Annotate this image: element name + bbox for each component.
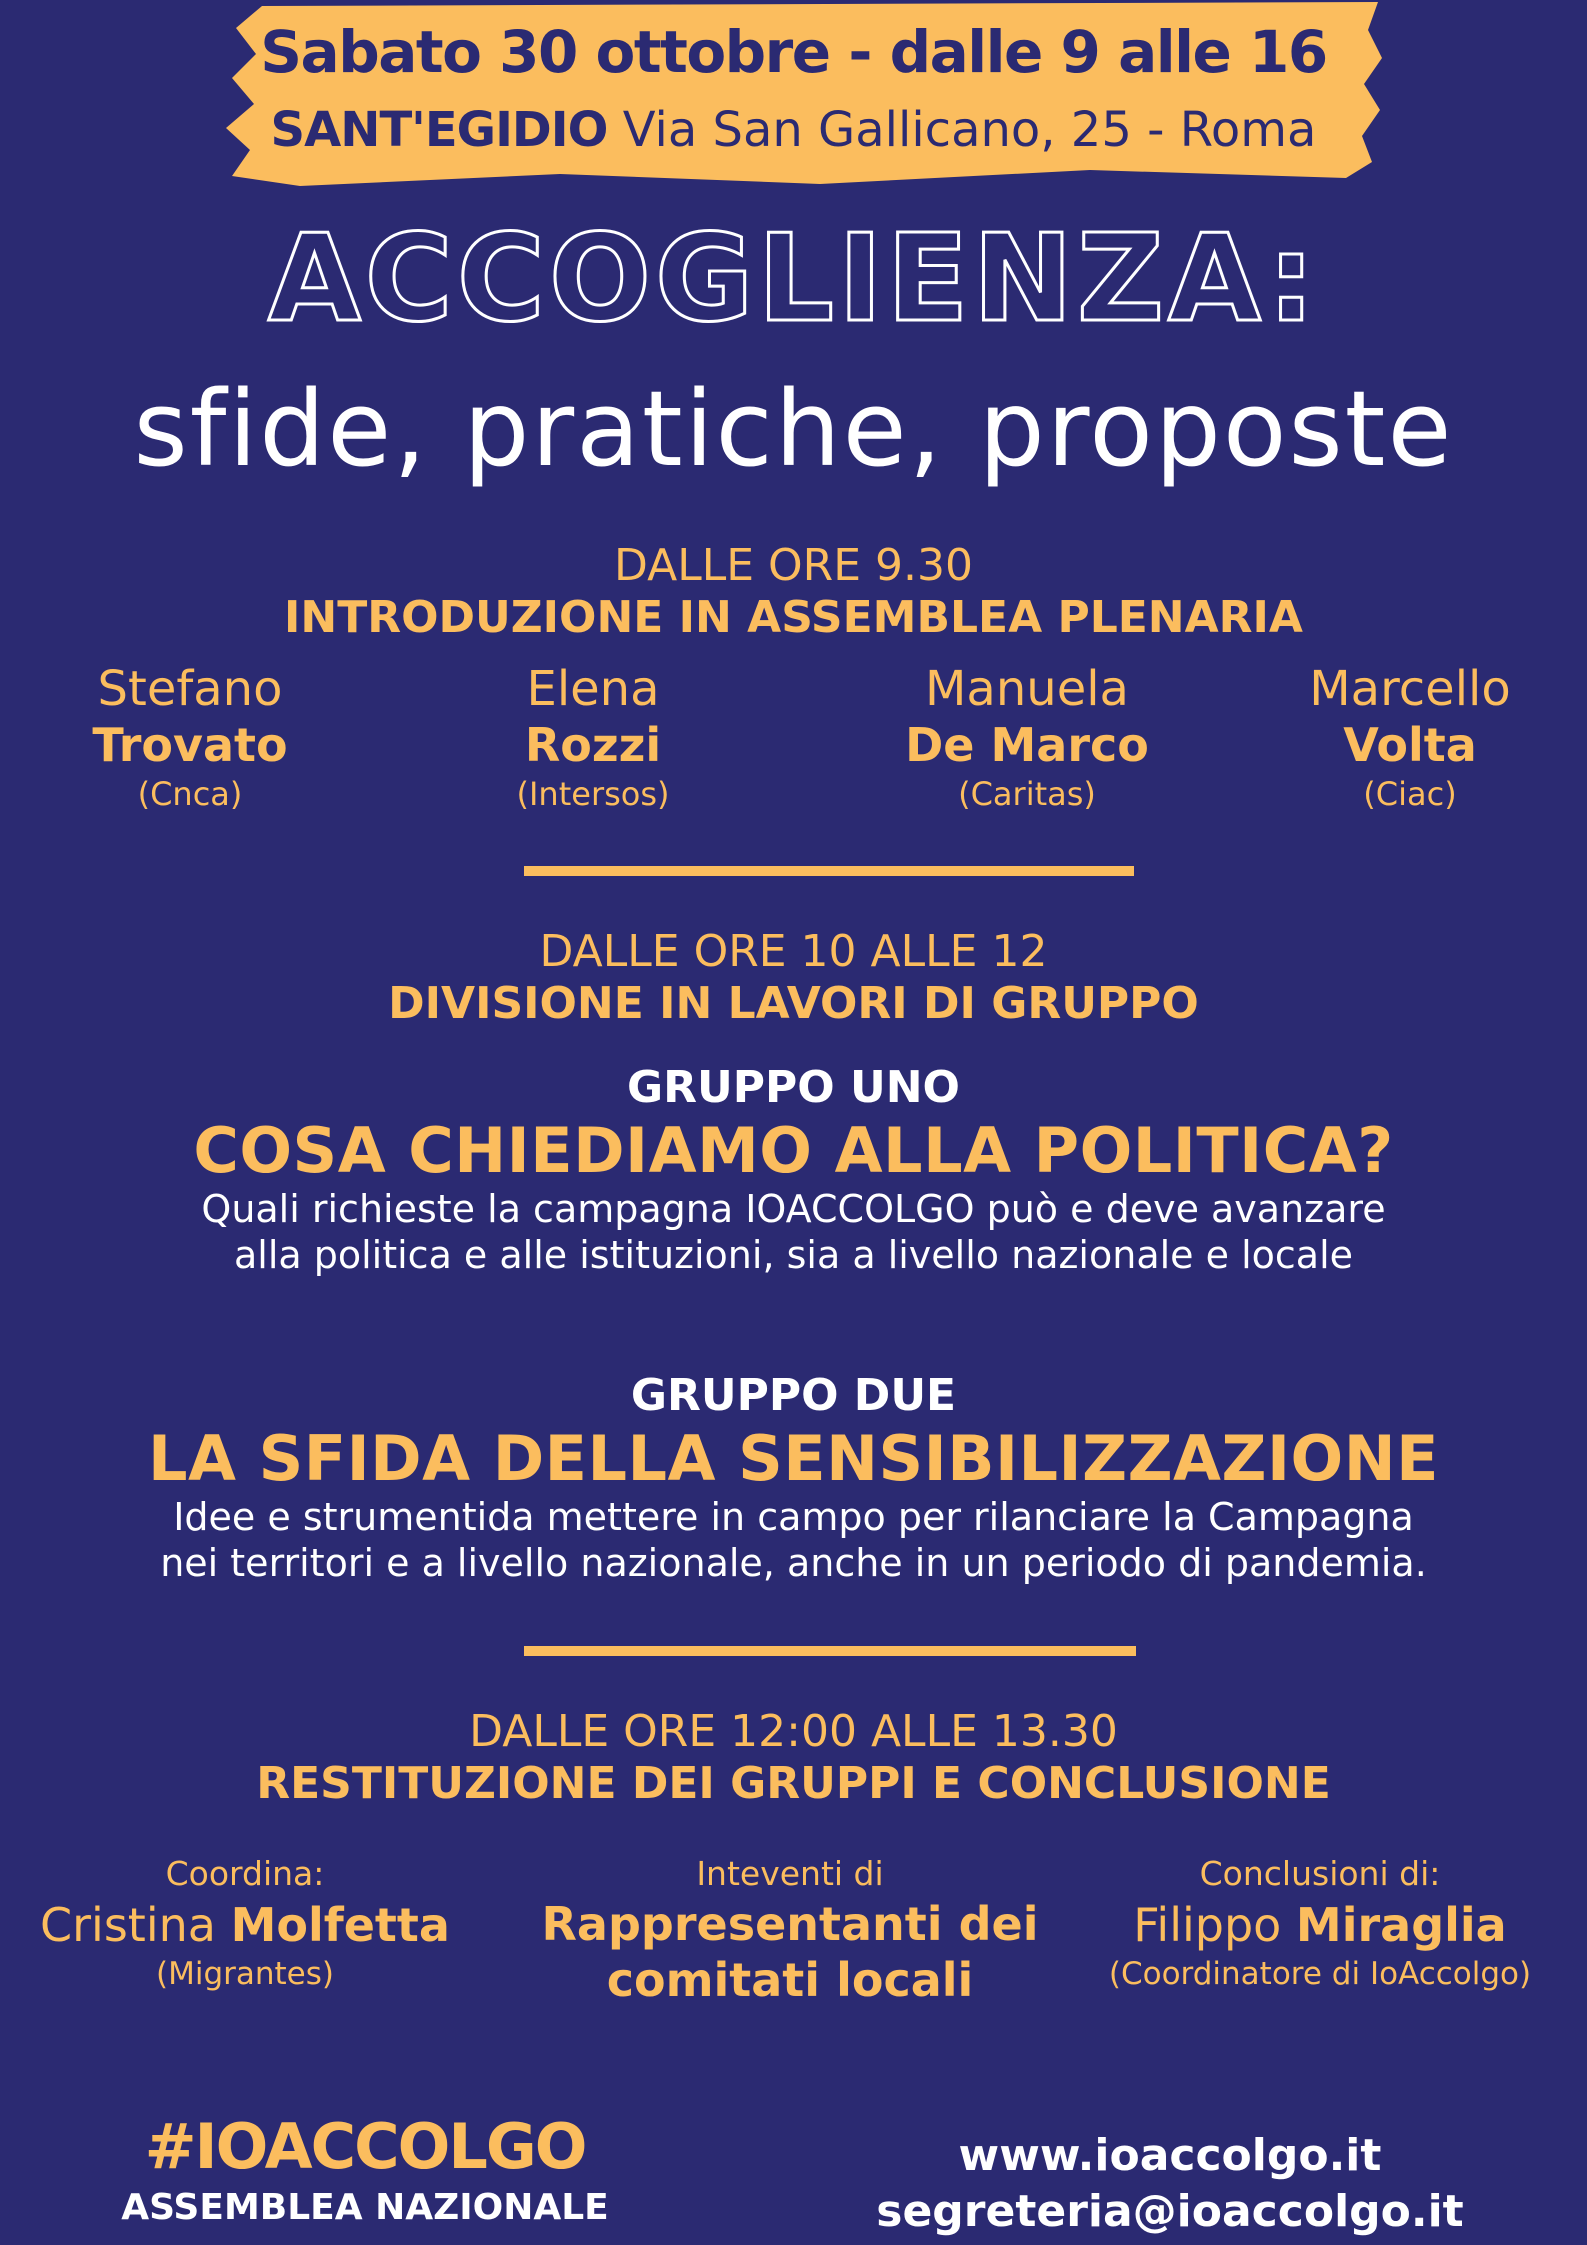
session1-time: DALLE ORE 9.30	[614, 540, 973, 591]
email-link[interactable]: segreteria@ioaccolgo.it	[876, 2186, 1464, 2237]
session2-heading: DIVISIONE IN LAVORI DI GRUPPO	[388, 978, 1199, 1029]
session1-heading: INTRODUZIONE IN ASSEMBLEA PLENARIA	[284, 592, 1303, 643]
main-title: ACCOGLIENZA:	[267, 210, 1320, 349]
speaker-first-name: Marcello	[1309, 661, 1511, 717]
assembly-label: ASSEMBLEA NAZIONALE	[121, 2187, 609, 2228]
footer-logo-block	[95, 2110, 635, 2228]
coordinator-first-name: Cristina	[40, 1898, 216, 1952]
speaker-org: (Cnca)	[137, 775, 243, 813]
speaker-card	[0, 660, 380, 816]
session3-time: DALLE ORE 12:00 ALLE 13.30	[469, 1706, 1118, 1757]
event-date-line: Sabato 30 ottobre - dalle 9 alle 16	[260, 18, 1327, 86]
speaker-last-name: De Marco	[905, 718, 1149, 772]
venue-name: SANT'EGIDIO	[270, 102, 608, 158]
coordinator-name	[10, 1896, 480, 1954]
coordinator-label: Coordina:	[165, 1854, 325, 1893]
conclusioni-name	[1080, 1896, 1560, 1954]
subtitle: sfide, pratiche, proposte	[133, 368, 1454, 490]
speaker-last-name: Volta	[1343, 718, 1477, 772]
group1-desc-line: alla politica e alle istituzioni, sia a livello nazionale e locale	[233, 1233, 1354, 1277]
coordinator-block	[10, 1852, 480, 1994]
session3-heading: RESTITUZIONE DEI GRUPPI E CONCLUSIONE	[256, 1758, 1331, 1809]
conclusioni-first-name: Filippo	[1133, 1898, 1282, 1952]
group1-title: COSA CHIEDIAMO ALLA POLITICA?	[193, 1114, 1394, 1187]
group2-description	[0, 1494, 1587, 1586]
section-divider	[524, 866, 1134, 876]
coordinator-last-name: Molfetta	[230, 1898, 450, 1952]
session2-time: DALLE ORE 10 ALLE 12	[539, 926, 1048, 977]
interventi-line: comitati locali	[606, 1953, 974, 2007]
group2-label: GRUPPO DUE	[630, 1370, 957, 1421]
conclusioni-org: (Coordinatore di IoAccolgo)	[1108, 1956, 1532, 1992]
speaker-org: (Caritas)	[958, 775, 1096, 813]
group1-label: GRUPPO UNO	[627, 1062, 960, 1113]
group1-description	[0, 1186, 1587, 1278]
interventi-line: Rappresentanti dei	[541, 1897, 1039, 1951]
group2-desc-line: Idee e strumentida mettere in campo per rilanciare la Campagna	[173, 1495, 1414, 1539]
speaker-first-name: Stefano	[97, 661, 283, 717]
group1-desc-line: Quali richieste la campagna IOACCOLGO può e deve avanzare	[201, 1187, 1386, 1231]
event-venue-line	[0, 102, 1587, 158]
venue-address: Via San Gallicano, 25 - Roma	[622, 102, 1317, 158]
speaker-org: (Ciac)	[1363, 775, 1457, 813]
interventi-label: Inteventi di	[696, 1854, 884, 1893]
section-divider	[524, 1646, 1136, 1656]
speaker-first-name: Elena	[526, 661, 660, 717]
speaker-card	[1220, 660, 1587, 816]
conclusioni-block	[1080, 1852, 1560, 1994]
speaker-last-name: Rozzi	[524, 718, 662, 772]
ioaccolgo-logo: #IOACCOLGO	[144, 2110, 586, 2183]
speaker-last-name: Trovato	[92, 718, 288, 772]
conclusioni-last-name: Miraglia	[1295, 1898, 1507, 1952]
speaker-card	[403, 660, 783, 816]
conclusioni-label: Conclusioni di:	[1199, 1854, 1441, 1893]
group2-title: LA SFIDA DELLA SENSIBILIZZAZIONE	[148, 1422, 1439, 1495]
speaker-org: (Intersos)	[516, 775, 670, 813]
footer-contacts	[820, 2128, 1520, 2240]
website-link[interactable]: www.ioaccolgo.it	[958, 2130, 1382, 2181]
speaker-first-name: Manuela	[925, 661, 1129, 717]
group2-desc-line: nei territori e a livello nazionale, anche in un periodo di pandemia.	[160, 1541, 1427, 1585]
speaker-card	[837, 660, 1217, 816]
coordinator-org: (Migrantes)	[156, 1956, 334, 1992]
interventi-block	[530, 1852, 1050, 2008]
